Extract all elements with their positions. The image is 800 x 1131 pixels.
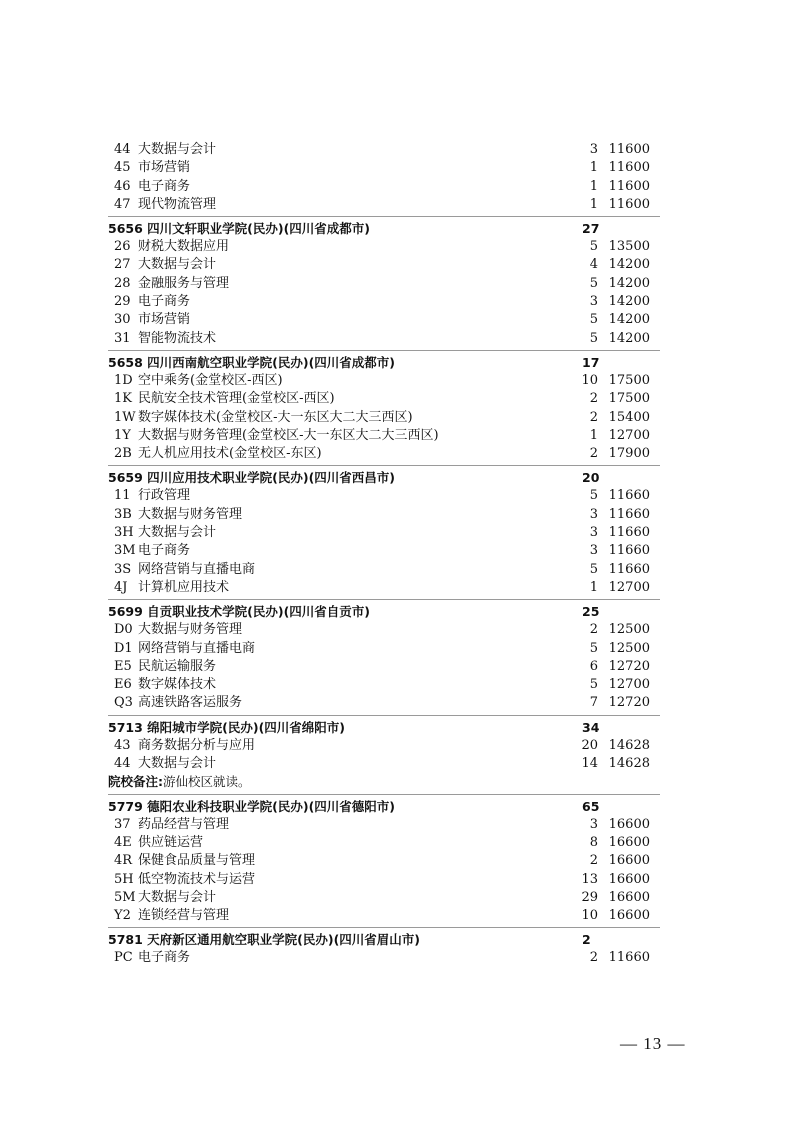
major-code: 3S bbox=[114, 561, 132, 577]
major-code: D1 bbox=[114, 640, 133, 656]
major-name: 民航运输服务 bbox=[138, 658, 217, 674]
major-name: 保健食品质量与管理 bbox=[138, 853, 256, 869]
major-code: 46 bbox=[114, 178, 131, 194]
major-name: 大数据与财务管理 bbox=[138, 622, 243, 638]
major-row bbox=[108, 372, 660, 390]
plan-count: 3 bbox=[589, 816, 598, 832]
major-code: 3H bbox=[114, 525, 134, 541]
major-row bbox=[108, 640, 660, 658]
major-row bbox=[108, 676, 660, 694]
major-code: 44 bbox=[114, 142, 131, 157]
school-header bbox=[108, 602, 660, 621]
major-name: 网络营销与直播电商 bbox=[138, 561, 256, 577]
school-total: 25 bbox=[582, 604, 600, 620]
tuition-fee: 16600 bbox=[608, 816, 650, 832]
tuition-fee: 16600 bbox=[608, 834, 650, 850]
major-code: D0 bbox=[114, 622, 133, 638]
tuition-fee: 12700 bbox=[608, 427, 650, 443]
school-total: 65 bbox=[582, 798, 600, 814]
major-row bbox=[108, 755, 660, 773]
major-row bbox=[108, 427, 660, 445]
major-row bbox=[108, 256, 660, 274]
major-name: 电子商务 bbox=[138, 294, 191, 310]
tuition-fee: 14200 bbox=[608, 312, 650, 328]
major-name: 低空物流技术与运营 bbox=[138, 871, 256, 887]
major-name: 大数据与财务管理(金堂校区-大一东区大二大三西区) bbox=[138, 427, 439, 443]
school-name: 5779 德阳农业科技职业学院(民办)(四川省德阳市) bbox=[108, 798, 395, 814]
tuition-fee: 11600 bbox=[608, 160, 650, 176]
major-row bbox=[108, 889, 660, 907]
tuition-fee: 11660 bbox=[608, 543, 650, 559]
tuition-fee: 17900 bbox=[608, 446, 650, 462]
major-row bbox=[108, 737, 660, 755]
major-code: 5M bbox=[114, 889, 136, 905]
school-total: 20 bbox=[582, 470, 600, 486]
major-row bbox=[108, 390, 660, 408]
plan-count: 14 bbox=[581, 756, 598, 772]
major-name: 数字媒体技术(金堂校区-大一东区大二大三西区) bbox=[138, 409, 413, 425]
major-row bbox=[108, 694, 660, 712]
tuition-fee: 12720 bbox=[608, 695, 650, 711]
tuition-fee: 11600 bbox=[608, 196, 650, 212]
major-row bbox=[108, 275, 660, 293]
major-row bbox=[108, 871, 660, 889]
note-label: 院校备注: bbox=[108, 774, 163, 790]
major-code: 28 bbox=[114, 275, 131, 291]
major-name: 财税大数据应用 bbox=[138, 239, 230, 255]
major-row bbox=[108, 542, 660, 560]
tuition-fee: 17500 bbox=[608, 391, 650, 407]
major-name: 行政管理 bbox=[138, 488, 191, 504]
plan-count: 10 bbox=[581, 372, 598, 388]
tuition-fee: 11660 bbox=[608, 488, 650, 504]
tuition-fee: 12700 bbox=[608, 677, 650, 693]
major-name: 电子商务 bbox=[138, 178, 191, 194]
school-name: 5781 天府新区通用航空职业学院(民办)(四川省眉山市) bbox=[108, 932, 420, 948]
page-number: — 13 — bbox=[620, 1034, 686, 1053]
plan-count: 20 bbox=[581, 737, 598, 753]
tuition-fee: 12700 bbox=[608, 579, 650, 595]
major-row bbox=[108, 293, 660, 311]
major-row bbox=[108, 524, 660, 542]
major-name: 大数据与会计 bbox=[138, 257, 217, 273]
major-name: 大数据与会计 bbox=[138, 889, 217, 905]
major-name: 电子商务 bbox=[138, 543, 191, 559]
plan-count: 3 bbox=[589, 525, 598, 541]
major-name: 网络营销与直播电商 bbox=[138, 640, 256, 656]
plan-count: 1 bbox=[589, 196, 598, 212]
major-name: 无人机应用技术(金堂校区-东区) bbox=[138, 446, 322, 462]
school-total: 2 bbox=[582, 932, 591, 948]
major-code: Q3 bbox=[114, 695, 133, 711]
major-code: 26 bbox=[114, 239, 131, 255]
school-header bbox=[108, 468, 660, 487]
plan-count: 13 bbox=[581, 871, 598, 887]
major-name: 市场营销 bbox=[138, 160, 191, 176]
tuition-fee: 12500 bbox=[608, 622, 650, 638]
major-name: 计算机应用技术 bbox=[138, 579, 230, 595]
plan-count: 6 bbox=[589, 658, 598, 674]
plan-count: 7 bbox=[589, 695, 598, 711]
plan-count: 2 bbox=[589, 853, 598, 869]
major-code: 1W bbox=[114, 409, 136, 425]
plan-count: 2 bbox=[589, 409, 598, 425]
major-code: 44 bbox=[114, 756, 131, 772]
tuition-fee: 16600 bbox=[608, 908, 650, 924]
major-code: E6 bbox=[114, 677, 132, 693]
school-name: 5659 四川应用技术职业学院(民办)(四川省西昌市) bbox=[108, 470, 395, 486]
tuition-fee: 14200 bbox=[608, 294, 650, 310]
major-code: 3M bbox=[114, 543, 136, 559]
plan-count: 3 bbox=[589, 294, 598, 310]
major-name: 商务数据分析与应用 bbox=[138, 737, 256, 753]
major-row bbox=[108, 949, 660, 967]
note-text: 游仙校区就读。 bbox=[163, 774, 251, 790]
major-row bbox=[108, 196, 660, 214]
tuition-fee: 11660 bbox=[608, 506, 650, 522]
major-code: 1D bbox=[114, 372, 133, 388]
school-total: 27 bbox=[582, 221, 600, 237]
major-name: 数字媒体技术 bbox=[138, 677, 217, 693]
major-name: 大数据与会计 bbox=[138, 756, 217, 772]
school-total: 34 bbox=[582, 719, 600, 735]
school-header bbox=[108, 219, 660, 238]
major-code: 11 bbox=[114, 488, 131, 504]
major-name: 供应链运营 bbox=[138, 834, 204, 850]
plan-count: 2 bbox=[589, 446, 598, 462]
plan-count: 2 bbox=[589, 622, 598, 638]
major-name: 大数据与财务管理 bbox=[138, 506, 243, 522]
tuition-fee: 14200 bbox=[608, 257, 650, 273]
plan-count: 2 bbox=[589, 391, 598, 407]
tuition-fee: 13500 bbox=[608, 239, 650, 255]
major-code: Y2 bbox=[114, 908, 131, 924]
major-row bbox=[108, 816, 660, 834]
major-code: 4R bbox=[114, 853, 133, 869]
school-name: 5658 四川西南航空职业学院(民办)(四川省成都市) bbox=[108, 354, 395, 370]
plan-count: 5 bbox=[589, 488, 598, 504]
school-header bbox=[108, 718, 660, 737]
school-header bbox=[108, 797, 660, 816]
school-header bbox=[108, 930, 660, 949]
tuition-fee: 14200 bbox=[608, 330, 650, 346]
major-name: 药品经营与管理 bbox=[138, 816, 230, 832]
tuition-fee: 11660 bbox=[608, 950, 650, 966]
school-name: 5699 自贡职业技术学院(民办)(四川省自贡市) bbox=[108, 604, 370, 620]
major-code: 3B bbox=[114, 506, 132, 522]
major-name: 现代物流管理 bbox=[138, 196, 217, 212]
plan-count: 8 bbox=[589, 834, 598, 850]
major-row bbox=[108, 658, 660, 676]
school-total: 17 bbox=[582, 354, 600, 370]
plan-count: 1 bbox=[589, 427, 598, 443]
major-code: 4E bbox=[114, 834, 132, 850]
plan-count: 29 bbox=[581, 889, 598, 905]
plan-count: 3 bbox=[589, 543, 598, 559]
major-row bbox=[108, 561, 660, 579]
major-row bbox=[108, 506, 660, 524]
plan-count: 5 bbox=[589, 312, 598, 328]
tuition-fee: 12720 bbox=[608, 658, 650, 674]
tuition-fee: 11660 bbox=[608, 525, 650, 541]
major-row bbox=[108, 445, 660, 463]
plan-count: 1 bbox=[589, 579, 598, 595]
major-name: 市场营销 bbox=[138, 312, 191, 328]
plan-count: 5 bbox=[589, 561, 598, 577]
plan-count: 1 bbox=[589, 178, 598, 194]
major-name: 连锁经营与管理 bbox=[138, 908, 230, 924]
major-name: 空中乘务(金堂校区-西区) bbox=[138, 372, 283, 388]
enrollment-table bbox=[108, 141, 660, 968]
tuition-fee: 14628 bbox=[608, 756, 650, 772]
major-code: 31 bbox=[114, 330, 131, 346]
major-code: 5H bbox=[114, 871, 134, 887]
school-header bbox=[108, 353, 660, 372]
major-code: PC bbox=[114, 950, 133, 966]
major-name: 高速铁路客运服务 bbox=[138, 695, 243, 711]
major-name: 金融服务与管理 bbox=[138, 275, 230, 291]
school-name: 5656 四川文轩职业学院(民办)(四川省成都市) bbox=[108, 221, 370, 237]
plan-count: 5 bbox=[589, 330, 598, 346]
major-code: 37 bbox=[114, 816, 131, 832]
major-row bbox=[108, 834, 660, 852]
tuition-fee: 14200 bbox=[608, 275, 650, 291]
major-row bbox=[108, 330, 660, 348]
plan-count: 5 bbox=[589, 677, 598, 693]
tuition-fee: 16600 bbox=[608, 871, 650, 887]
major-name: 民航安全技术管理(金堂校区-西区) bbox=[138, 391, 335, 407]
major-name: 大数据与会计 bbox=[138, 525, 217, 541]
major-row bbox=[108, 238, 660, 256]
major-code: 43 bbox=[114, 737, 131, 753]
tuition-fee: 15400 bbox=[608, 409, 650, 425]
plan-count: 1 bbox=[589, 160, 598, 176]
major-code: E5 bbox=[114, 658, 132, 674]
tuition-fee: 11660 bbox=[608, 561, 650, 577]
major-row bbox=[108, 178, 660, 196]
plan-count: 3 bbox=[589, 142, 598, 157]
school-note bbox=[108, 773, 660, 791]
major-row bbox=[108, 852, 660, 870]
school-name: 5713 绵阳城市学院(民办)(四川省绵阳市) bbox=[108, 719, 345, 735]
major-name: 智能物流技术 bbox=[138, 330, 217, 346]
major-name: 电子商务 bbox=[138, 950, 191, 966]
tuition-fee: 11600 bbox=[608, 178, 650, 194]
major-row bbox=[108, 311, 660, 329]
tuition-fee: 17500 bbox=[608, 372, 650, 388]
major-code: 2B bbox=[114, 446, 132, 462]
major-row bbox=[108, 907, 660, 925]
major-code: 27 bbox=[114, 257, 131, 273]
major-code: 4J bbox=[114, 579, 128, 595]
major-row bbox=[108, 409, 660, 427]
major-row bbox=[108, 159, 660, 177]
plan-count: 10 bbox=[581, 908, 598, 924]
tuition-fee: 12500 bbox=[608, 640, 650, 656]
plan-count: 5 bbox=[589, 275, 598, 291]
major-code: 1Y bbox=[114, 427, 131, 443]
major-row bbox=[108, 621, 660, 639]
major-row bbox=[108, 487, 660, 505]
major-row bbox=[108, 141, 660, 159]
plan-count: 5 bbox=[589, 640, 598, 656]
major-code: 1K bbox=[114, 391, 132, 407]
tuition-fee: 16600 bbox=[608, 889, 650, 905]
tuition-fee: 16600 bbox=[608, 853, 650, 869]
plan-count: 4 bbox=[589, 257, 598, 273]
major-row bbox=[108, 579, 660, 597]
tuition-fee: 14628 bbox=[608, 737, 650, 753]
major-code: 45 bbox=[114, 160, 131, 176]
major-code: 29 bbox=[114, 294, 131, 310]
major-code: 30 bbox=[114, 312, 131, 328]
plan-count: 2 bbox=[589, 950, 598, 966]
plan-count: 3 bbox=[589, 506, 598, 522]
plan-count: 5 bbox=[589, 239, 598, 255]
tuition-fee: 11600 bbox=[608, 142, 650, 157]
major-code: 47 bbox=[114, 196, 131, 212]
major-name: 大数据与会计 bbox=[138, 142, 217, 157]
